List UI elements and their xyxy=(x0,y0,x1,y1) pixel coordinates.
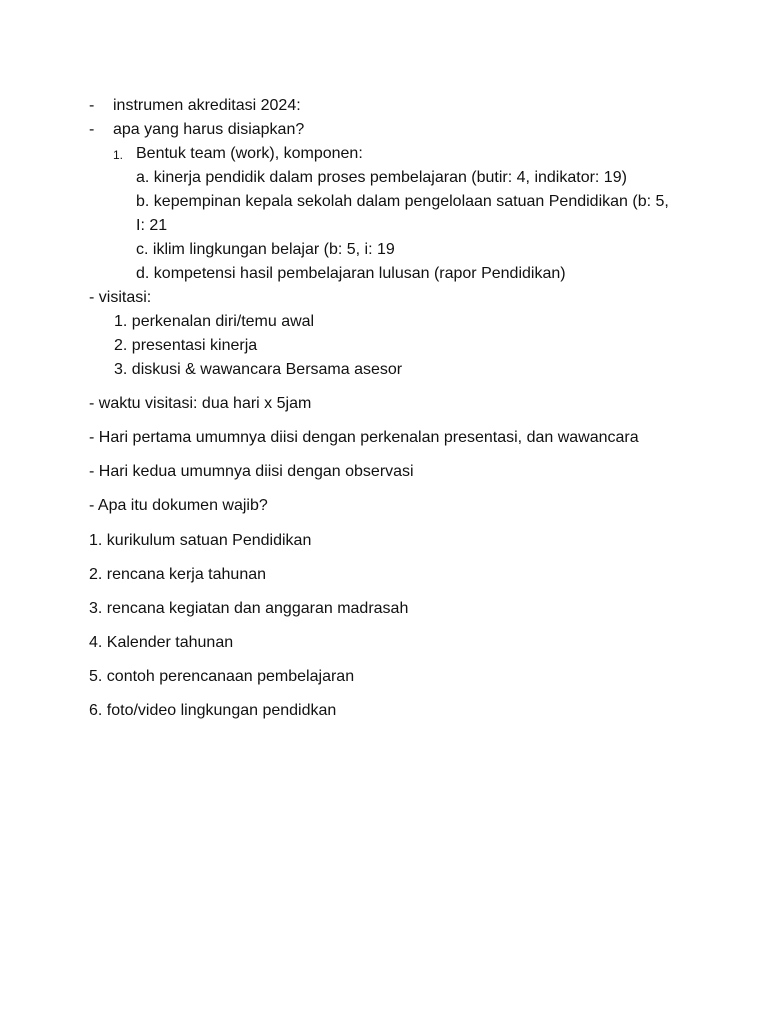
component-item: a. kinerja pendidik dalam proses pembelajaran (butir: 4, indikator: 19) xyxy=(136,169,627,186)
list-bullet: - xyxy=(89,121,95,138)
visitasi-step: 2. presentasi kinerja xyxy=(114,337,258,354)
document-item: 6. foto/video lingkungan pendidkan xyxy=(89,702,337,719)
list-item-text: Bentuk team (work), komponen: xyxy=(136,145,363,162)
paragraph: - Hari pertama umumnya diisi dengan perkenalan presentasi, dan wawancara xyxy=(89,429,639,446)
list-item-text: apa yang harus disiapkan? xyxy=(113,121,305,138)
list-item-text: instrumen akreditasi 2024: xyxy=(113,97,301,114)
visitasi-step: 3. diskusi & wawancara Bersama asesor xyxy=(114,361,403,378)
list-item xyxy=(89,120,94,140)
list-item xyxy=(89,96,94,116)
document-item: 2. rencana kerja tahunan xyxy=(89,566,267,583)
list-number: 1. xyxy=(113,148,124,162)
document-item: 1. kurikulum satuan Pendidikan xyxy=(89,532,312,549)
section-heading: - visitasi: xyxy=(89,289,152,306)
document-item: 5. contoh perencanaan pembelajaran xyxy=(89,668,355,685)
component-item: d. kompetensi hasil pembelajaran lulusan (rapor Pendidikan) xyxy=(136,265,566,282)
document-item: 4. Kalender tahunan xyxy=(89,634,234,651)
document-item: 3. rencana kegiatan dan anggaran madrasah xyxy=(89,600,409,617)
list-bullet: - xyxy=(89,97,95,114)
paragraph: - Hari kedua umumnya diisi dengan observasi xyxy=(89,463,414,480)
component-item: b. kepempinan kepala sekolah dalam pengelolaan satuan Pendidikan (b: 5, xyxy=(136,193,669,210)
visitasi-step: 1. perkenalan diri/temu awal xyxy=(114,313,315,330)
component-item-continuation: I: 21 xyxy=(136,217,168,234)
component-item: c. iklim lingkungan belajar (b: 5, i: 19 xyxy=(136,241,395,258)
paragraph: - Apa itu dokumen wajib? xyxy=(89,497,268,514)
paragraph: - waktu visitasi: dua hari x 5jam xyxy=(89,395,312,412)
